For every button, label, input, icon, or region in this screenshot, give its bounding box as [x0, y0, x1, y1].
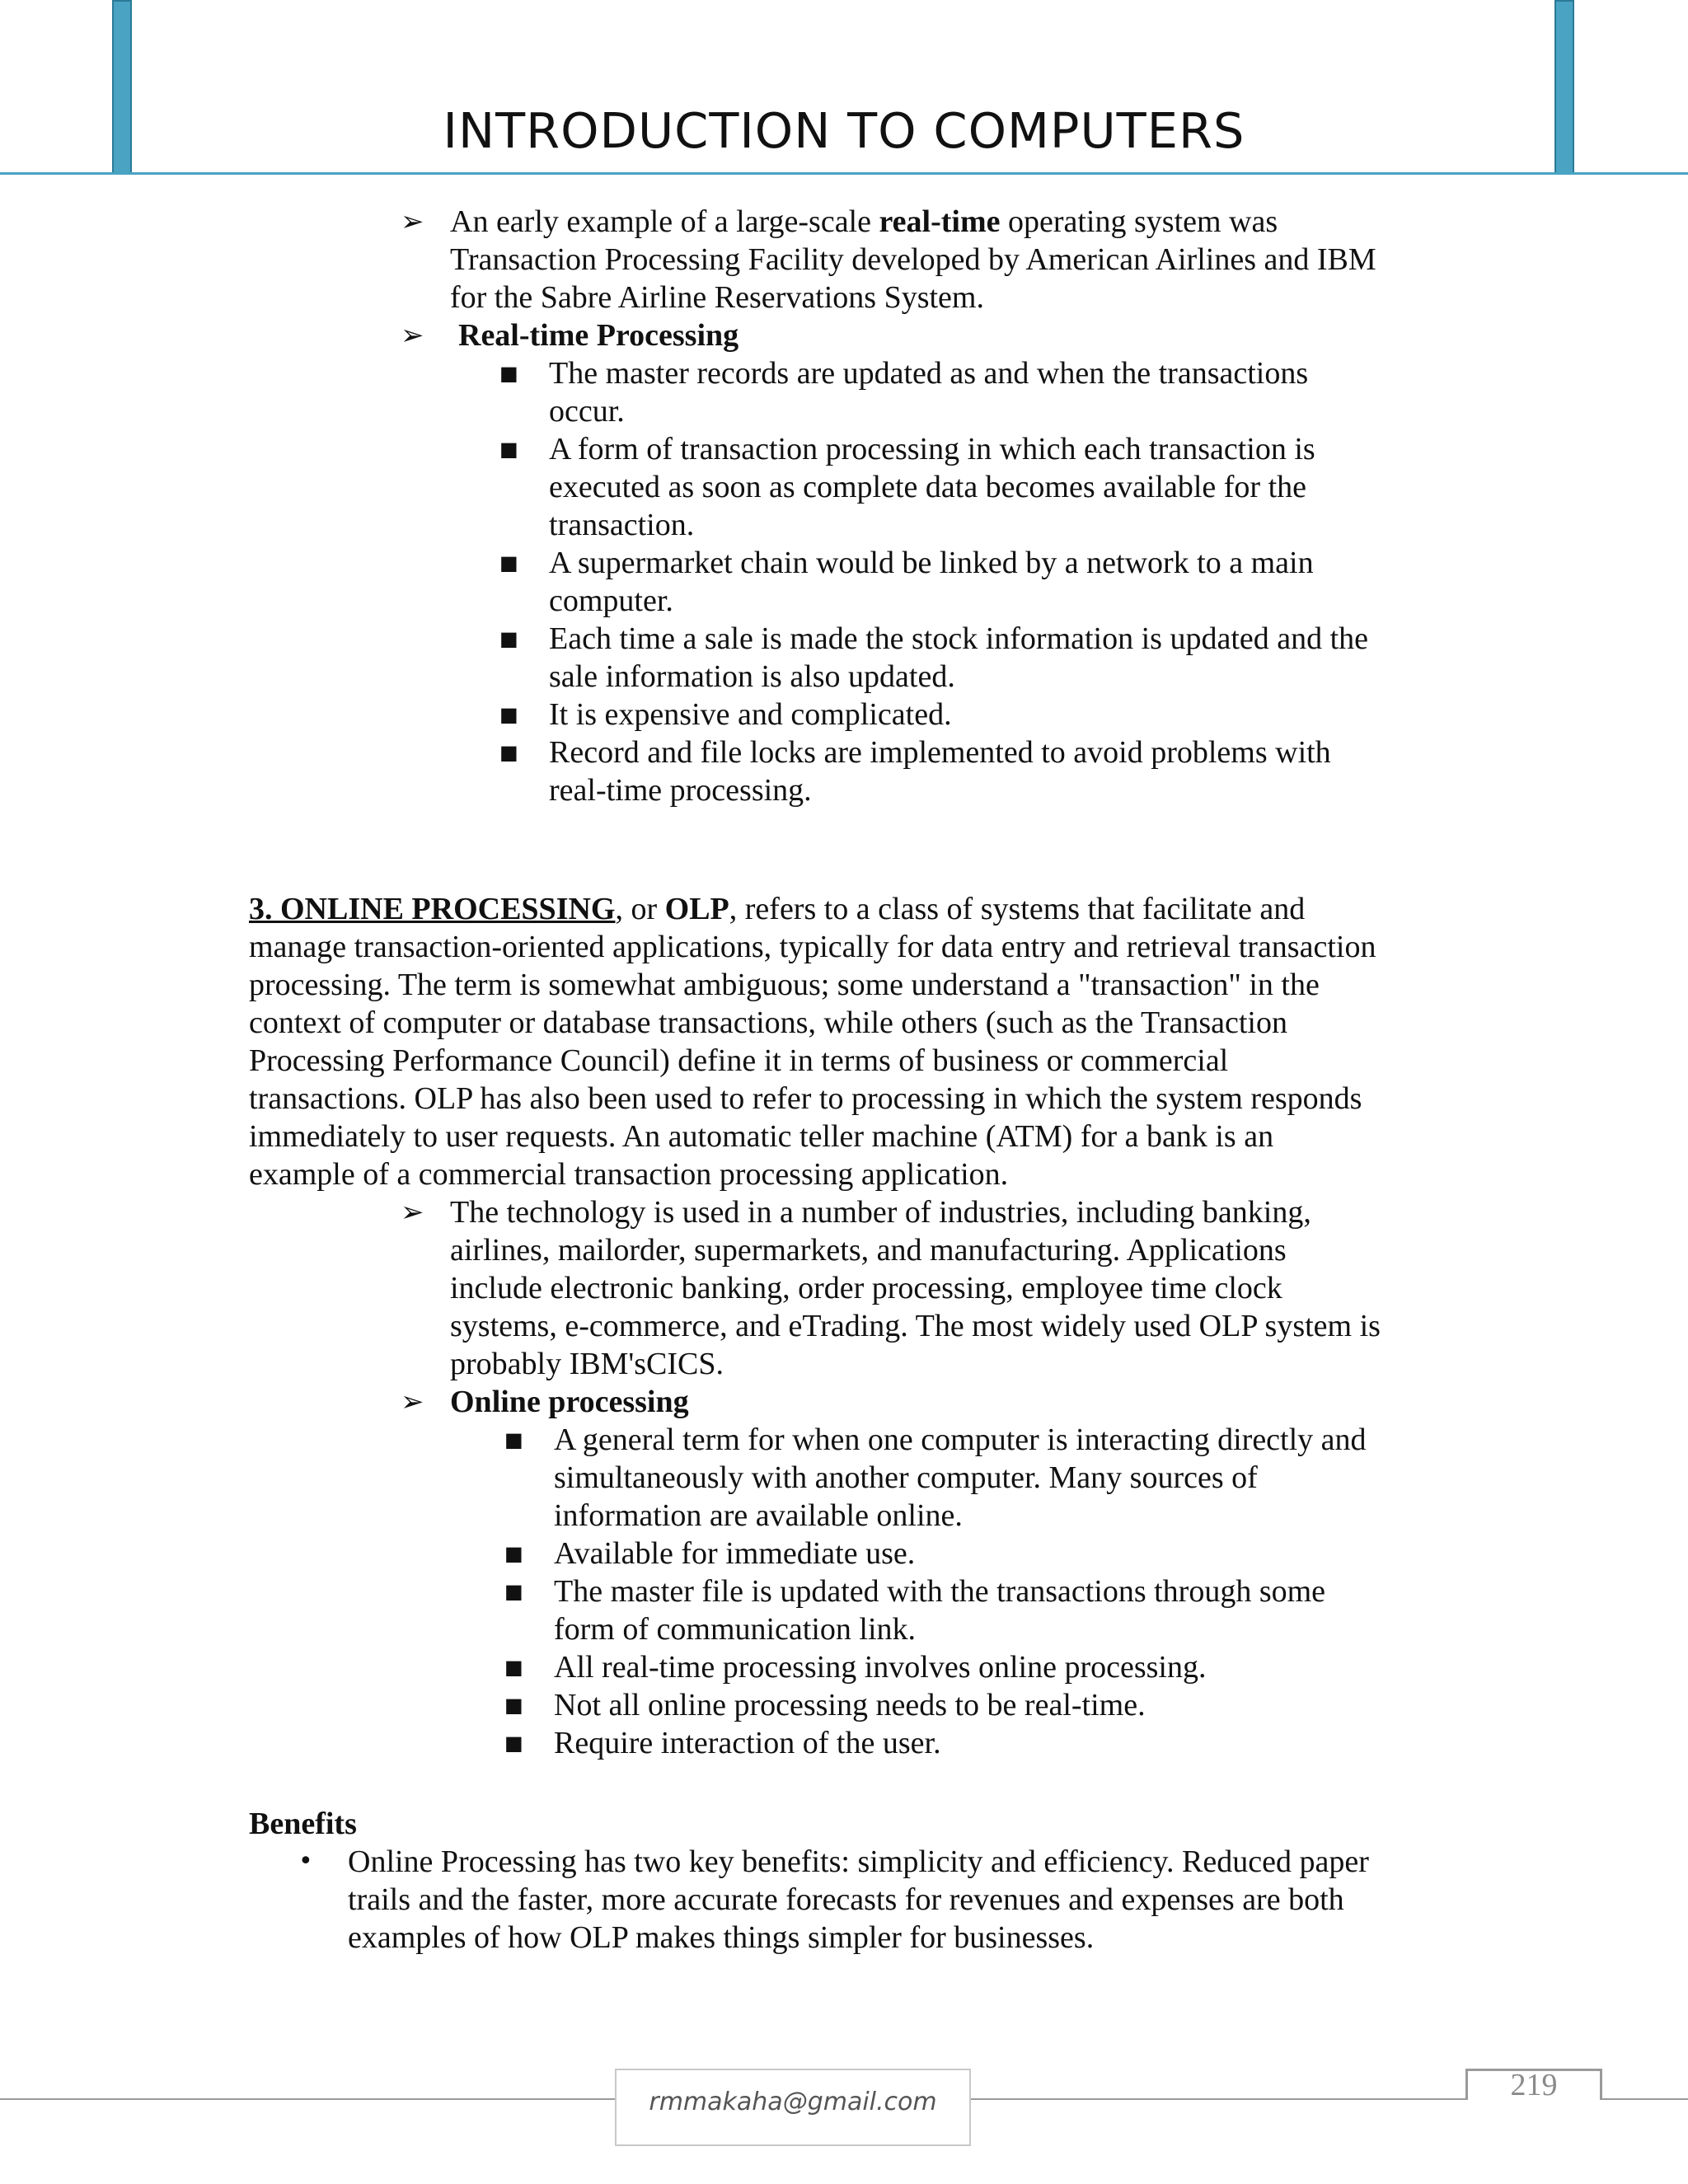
list-item-line: A general term for when one computer is interacting directly and	[554, 1422, 1367, 1457]
list-item-line: Available for immediate use.	[554, 1536, 916, 1571]
paragraph-line: processing. The term is somewhat ambiguous; some understand a "transaction" in the	[249, 968, 1320, 1002]
list-item-line: Require interaction of the user.	[554, 1726, 941, 1760]
list-item-line: information are available online.	[554, 1498, 963, 1533]
list-item-line: computer.	[549, 583, 673, 618]
list-item-line: An early example of a large-scale real-time operating system was	[450, 204, 1278, 239]
paragraph-line: Processing Performance Council) define it in terms of business or commercial	[249, 1043, 1229, 1078]
square-bullet-icon: ■	[504, 1428, 523, 1451]
paragraph-line: manage transaction-oriented applications, typically for data entry and retrieval transaction	[249, 930, 1376, 964]
square-bullet-icon: ■	[504, 1732, 523, 1755]
list-item-line: probably IBM'sCICS.	[450, 1347, 724, 1381]
square-bullet-icon: ■	[499, 551, 518, 574]
benefits-heading: Benefits	[249, 1807, 357, 1841]
square-bullet-icon: ■	[499, 703, 518, 726]
list-item-line: for the Sabre Airline Reservations System.	[450, 280, 984, 315]
list-item-line: All real-time processing involves online processing.	[554, 1650, 1207, 1685]
paragraph-line: example of a commercial transaction processing application.	[249, 1157, 1009, 1192]
footer-rule-left	[0, 2098, 615, 2100]
list-item-line: trails and the faster, more accurate forecasts for revenues and expenses are both	[348, 1882, 1344, 1917]
round-bullet-icon: •	[298, 1847, 313, 1876]
list-item-line: Not all online processing needs to be real-time.	[554, 1688, 1146, 1722]
list-item-line: examples of how OLP makes things simpler for businesses.	[348, 1920, 1095, 1955]
header-divider	[0, 172, 1688, 175]
list-item-line: Transaction Processing Facility developed by American Airlines and IBM	[450, 242, 1376, 277]
page-number: 219	[1510, 2068, 1558, 2102]
list-item-line: simultaneously with another computer. Many sources of	[554, 1460, 1258, 1495]
list-item-line: A supermarket chain would be linked by a network to a main	[549, 546, 1314, 580]
footer-rule-middle	[971, 2098, 1465, 2100]
arrow-bullet-icon: ➢	[401, 205, 424, 238]
list-item-line: A form of transaction processing in which each transaction is	[549, 432, 1315, 466]
square-bullet-icon: ■	[504, 1656, 523, 1679]
square-bullet-icon: ■	[504, 1694, 523, 1717]
paragraph-line: transactions. OLP has also been used to refer to processing in which the system responds	[249, 1081, 1362, 1116]
subheading-online-processing: Online processing	[450, 1385, 689, 1419]
page-title: INTRODUCTION TO COMPUTERS	[443, 102, 1245, 159]
square-bullet-icon: ■	[499, 741, 518, 764]
list-item-line: Each time a sale is made the stock information is updated and the	[549, 621, 1369, 656]
list-item-line: airlines, mailorder, supermarkets, and manufacturing. Applications	[450, 1233, 1287, 1268]
list-item-line: Online Processing has two key benefits: simplicity and efficiency. Reduced paper	[348, 1844, 1369, 1879]
arrow-bullet-icon: ➢	[401, 1385, 424, 1418]
square-bullet-icon: ■	[504, 1580, 523, 1603]
list-item-line: transaction.	[549, 508, 695, 542]
subheading-real-time-processing: Real-time Processing	[458, 318, 739, 353]
arrow-bullet-icon: ➢	[401, 1196, 424, 1229]
section-heading-online-processing: 3. ONLINE PROCESSING	[249, 892, 616, 926]
list-item-line: systems, e-commerce, and eTrading. The most widely used OLP system is	[450, 1309, 1381, 1343]
paragraph-line: 3. ONLINE PROCESSING, or OLP, refers to a class of systems that facilitate and	[249, 892, 1306, 926]
list-item-line: sale information is also updated.	[549, 659, 955, 694]
footer-email: rmmakaha@gmail.com	[615, 2069, 971, 2146]
footer-rule-right	[1602, 2098, 1688, 2100]
list-item-line: The technology is used in a number of industries, including banking,	[450, 1195, 1311, 1230]
list-item-line: occur.	[549, 394, 625, 429]
square-bullet-icon: ■	[499, 438, 518, 461]
list-item-line: real-time processing.	[549, 773, 812, 808]
list-item-line: It is expensive and complicated.	[549, 697, 952, 732]
square-bullet-icon: ■	[499, 362, 518, 385]
list-item-line: The master records are updated as and when the transactions	[549, 356, 1309, 391]
list-item-line: Record and file locks are implemented to avoid problems with	[549, 735, 1331, 770]
list-item-line: executed as soon as complete data becomes available for the	[549, 470, 1306, 504]
list-item-line: include electronic banking, order processing, employee time clock	[450, 1271, 1282, 1305]
square-bullet-icon: ■	[504, 1542, 523, 1565]
paragraph-line: immediately to user requests. An automatic teller machine (ATM) for a bank is an	[249, 1119, 1274, 1154]
list-item-line: The master file is updated with the transactions through some	[554, 1574, 1326, 1609]
paragraph-line: context of computer or database transactions, while others (such as the Transaction	[249, 1005, 1287, 1040]
arrow-bullet-icon: ➢	[401, 319, 424, 352]
square-bullet-icon: ■	[499, 627, 518, 650]
list-item-line: form of communication link.	[554, 1612, 917, 1647]
